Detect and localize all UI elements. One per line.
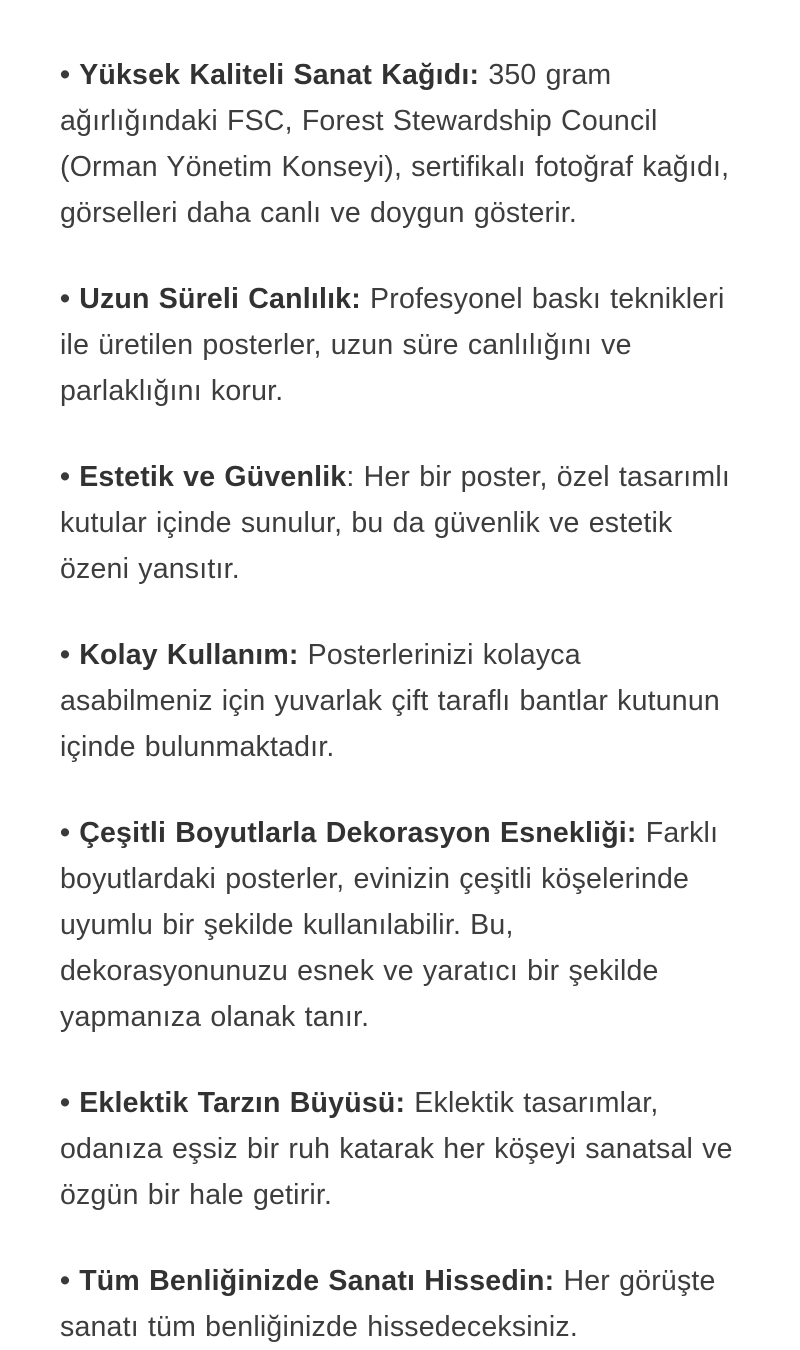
feature-text: 350 gram ağırlığındaki FSC, Forest Stewardship Council (Orman Yönetim Konseyi), sertifikalı fotoğraf kağıdı, görselleri daha canlı ve doygun gösterir.	[60, 59, 730, 229]
feature-heading: Tüm Benliğinizde Sanatı Hissedin:	[79, 1265, 555, 1297]
feature-heading: Kolay Kullanım:	[79, 639, 299, 671]
feature-heading: Estetik ve Güvenlik	[79, 461, 347, 493]
bullet-glyph: •	[60, 639, 71, 671]
feature-text: : Her bir poster, özel tasarımlı kutular içinde sunulur, bu da güvenlik ve estetik özeni yansıtır.	[60, 461, 730, 585]
feature-text: Her görüşte sanatı tüm benliğinizde hissedeceksiniz.	[60, 1265, 716, 1343]
feature-item-easy-use	[60, 632, 742, 770]
feature-item-longevity	[60, 276, 742, 414]
feature-heading: Çeşitli Boyutlarla Dekorasyon Esnekliği:	[79, 817, 637, 849]
bullet-glyph: •	[60, 59, 71, 91]
feature-item-size-flexibility	[60, 810, 742, 1040]
feature-text: Posterlerinizi kolayca asabilmeniz için yuvarlak çift taraflı bantlar kutunun içinde bulunmaktadır.	[60, 639, 720, 763]
feature-heading: Yüksek Kaliteli Sanat Kağıdı:	[79, 59, 480, 91]
feature-heading: Uzun Süreli Canlılık:	[79, 283, 361, 315]
feature-text: Profesyonel baskı teknikleri ile üretilen posterler, uzun süre canlılığını ve parlaklığını korur.	[60, 283, 725, 407]
bullet-glyph: •	[60, 461, 71, 493]
feature-item-paper-quality	[60, 52, 742, 236]
feature-item-aesthetic-security	[60, 454, 742, 592]
feature-item-feel-the-art	[60, 1258, 742, 1350]
feature-text: Farklı boyutlardaki posterler, evinizin çeşitli köşelerinde uyumlu bir şekilde kullanılabilir. Bu, dekorasyonunuzu esnek ve yaratıcı bir şekilde yapmanıza olanak tanır.	[60, 817, 719, 1033]
bullet-glyph: •	[60, 283, 71, 315]
feature-heading: Eklektik Tarzın Büyüsü:	[79, 1087, 406, 1119]
feature-item-eclectic-style	[60, 1080, 742, 1218]
bullet-glyph: •	[60, 1087, 71, 1119]
bullet-glyph: •	[60, 1265, 71, 1297]
feature-text: Eklektik tasarımlar, odanıza eşsiz bir ruh katarak her köşeyi sanatsal ve özgün bir hale getirir.	[60, 1087, 733, 1211]
product-description	[60, 52, 742, 1350]
bullet-glyph: •	[60, 817, 71, 849]
